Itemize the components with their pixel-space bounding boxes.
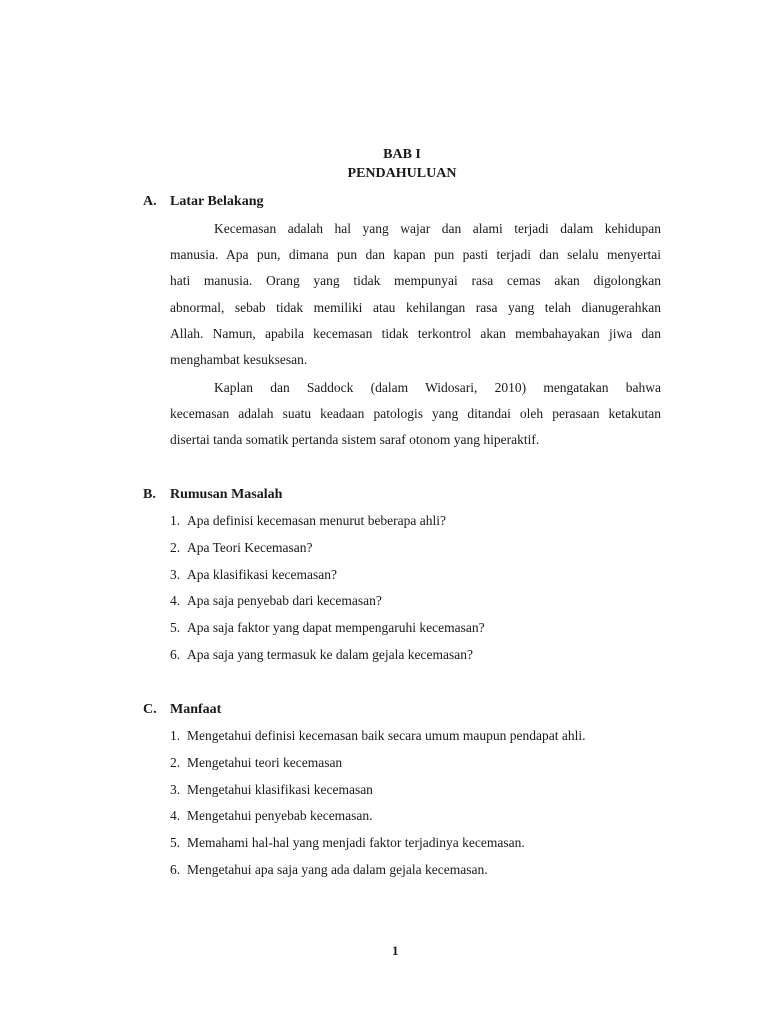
list-text: Apa Teori Kecemasan?	[187, 539, 313, 555]
list-number: 6.	[170, 861, 181, 877]
section-letter: C.	[143, 702, 157, 717]
chapter-label: BAB I	[383, 147, 421, 162]
paragraph-line: Allah. Namun, apabila kecemasan tidak terkontrol akan membahayakan jiwa dan	[170, 325, 661, 341]
list-text: Mengetahui teori kecemasan	[187, 754, 343, 770]
list-item	[170, 750, 586, 777]
section-title: Latar Belakang	[170, 194, 264, 209]
list-text: Apa saja penyebab dari kecemasan?	[187, 593, 382, 609]
paragraph-line: hati manusia. Orang yang tidak mempunyai rasa cemas akan digolongkan	[170, 273, 661, 289]
paragraph-line: Kecemasan adalah hal yang wajar dan alami terjadi dalam kehidupan	[214, 221, 661, 236]
list-item	[170, 857, 586, 884]
list-number: 2.	[170, 539, 181, 555]
list-number: 4.	[170, 808, 181, 824]
paragraph-line: abnormal, sebab tidak memiliki atau kehilangan rasa yang telah dianugerahkan	[170, 299, 661, 315]
section-letter: B.	[143, 487, 156, 502]
list-item	[170, 562, 485, 589]
list-number: 5.	[170, 620, 181, 636]
list-text: Mengetahui klasifikasi kecemasan	[187, 781, 373, 797]
list-number: 5.	[170, 835, 181, 851]
section-heading-b	[143, 487, 282, 503]
list-item	[170, 508, 485, 535]
list-item	[170, 723, 586, 750]
list-number: 4.	[170, 593, 181, 609]
list-number: 6.	[170, 646, 181, 662]
list-text: Mengetahui definisi kecemasan baik secara umum maupun pendapat ahli.	[187, 728, 586, 743]
research-questions-list	[170, 508, 485, 669]
paragraph-line: manusia. Apa pun, dimana pun dan kapan pun pasti terjadi dan selalu menyertai	[170, 247, 661, 263]
list-number: 3.	[170, 781, 181, 797]
list-number: 1.	[170, 513, 181, 528]
list-item	[170, 777, 586, 804]
chapter-title: PENDAHULUAN	[347, 166, 457, 181]
page-number: 1	[392, 943, 399, 958]
section-heading-a	[143, 194, 263, 210]
paragraph-2	[170, 375, 661, 454]
list-item	[170, 588, 485, 615]
section-letter: A.	[143, 194, 157, 209]
paragraph-1	[170, 216, 661, 373]
paragraph-line: kecemasan adalah suatu keadaan patologis yang ditandai oleh perasaan ketakutan	[170, 406, 661, 422]
list-text: Apa definisi kecemasan menurut beberapa ahli?	[187, 513, 447, 528]
list-item	[170, 803, 586, 830]
list-text: Apa saja faktor yang dapat mempengaruhi kecemasan?	[187, 620, 485, 636]
list-item	[170, 830, 586, 857]
list-item	[170, 535, 485, 562]
section-title: Manfaat	[170, 702, 222, 717]
list-text: Memahami hal-hal yang menjadi faktor terjadinya kecemasan.	[187, 835, 525, 851]
list-text: Mengetahui apa saja yang ada dalam gejala kecemasan.	[187, 861, 488, 877]
list-item	[170, 642, 485, 669]
paragraph-line: disertai tanda somatik pertanda sistem saraf otonom yang hiperaktif.	[170, 432, 540, 448]
list-item	[170, 615, 485, 642]
list-text: Mengetahui penyebab kecemasan.	[187, 808, 373, 824]
list-number: 1.	[170, 728, 181, 743]
list-text: Apa klasifikasi kecemasan?	[187, 566, 337, 582]
list-text: Apa saja yang termasuk ke dalam gejala kecemasan?	[187, 646, 473, 662]
paragraph-line: Kaplan dan Saddock (dalam Widosari, 2010) mengatakan bahwa	[214, 380, 661, 395]
section-title: Rumusan Masalah	[170, 487, 283, 502]
list-number: 2.	[170, 754, 181, 770]
benefits-list	[170, 723, 586, 884]
list-number: 3.	[170, 566, 181, 582]
paragraph-line: menghambat kesuksesan.	[170, 351, 308, 367]
section-heading-c	[143, 702, 221, 718]
